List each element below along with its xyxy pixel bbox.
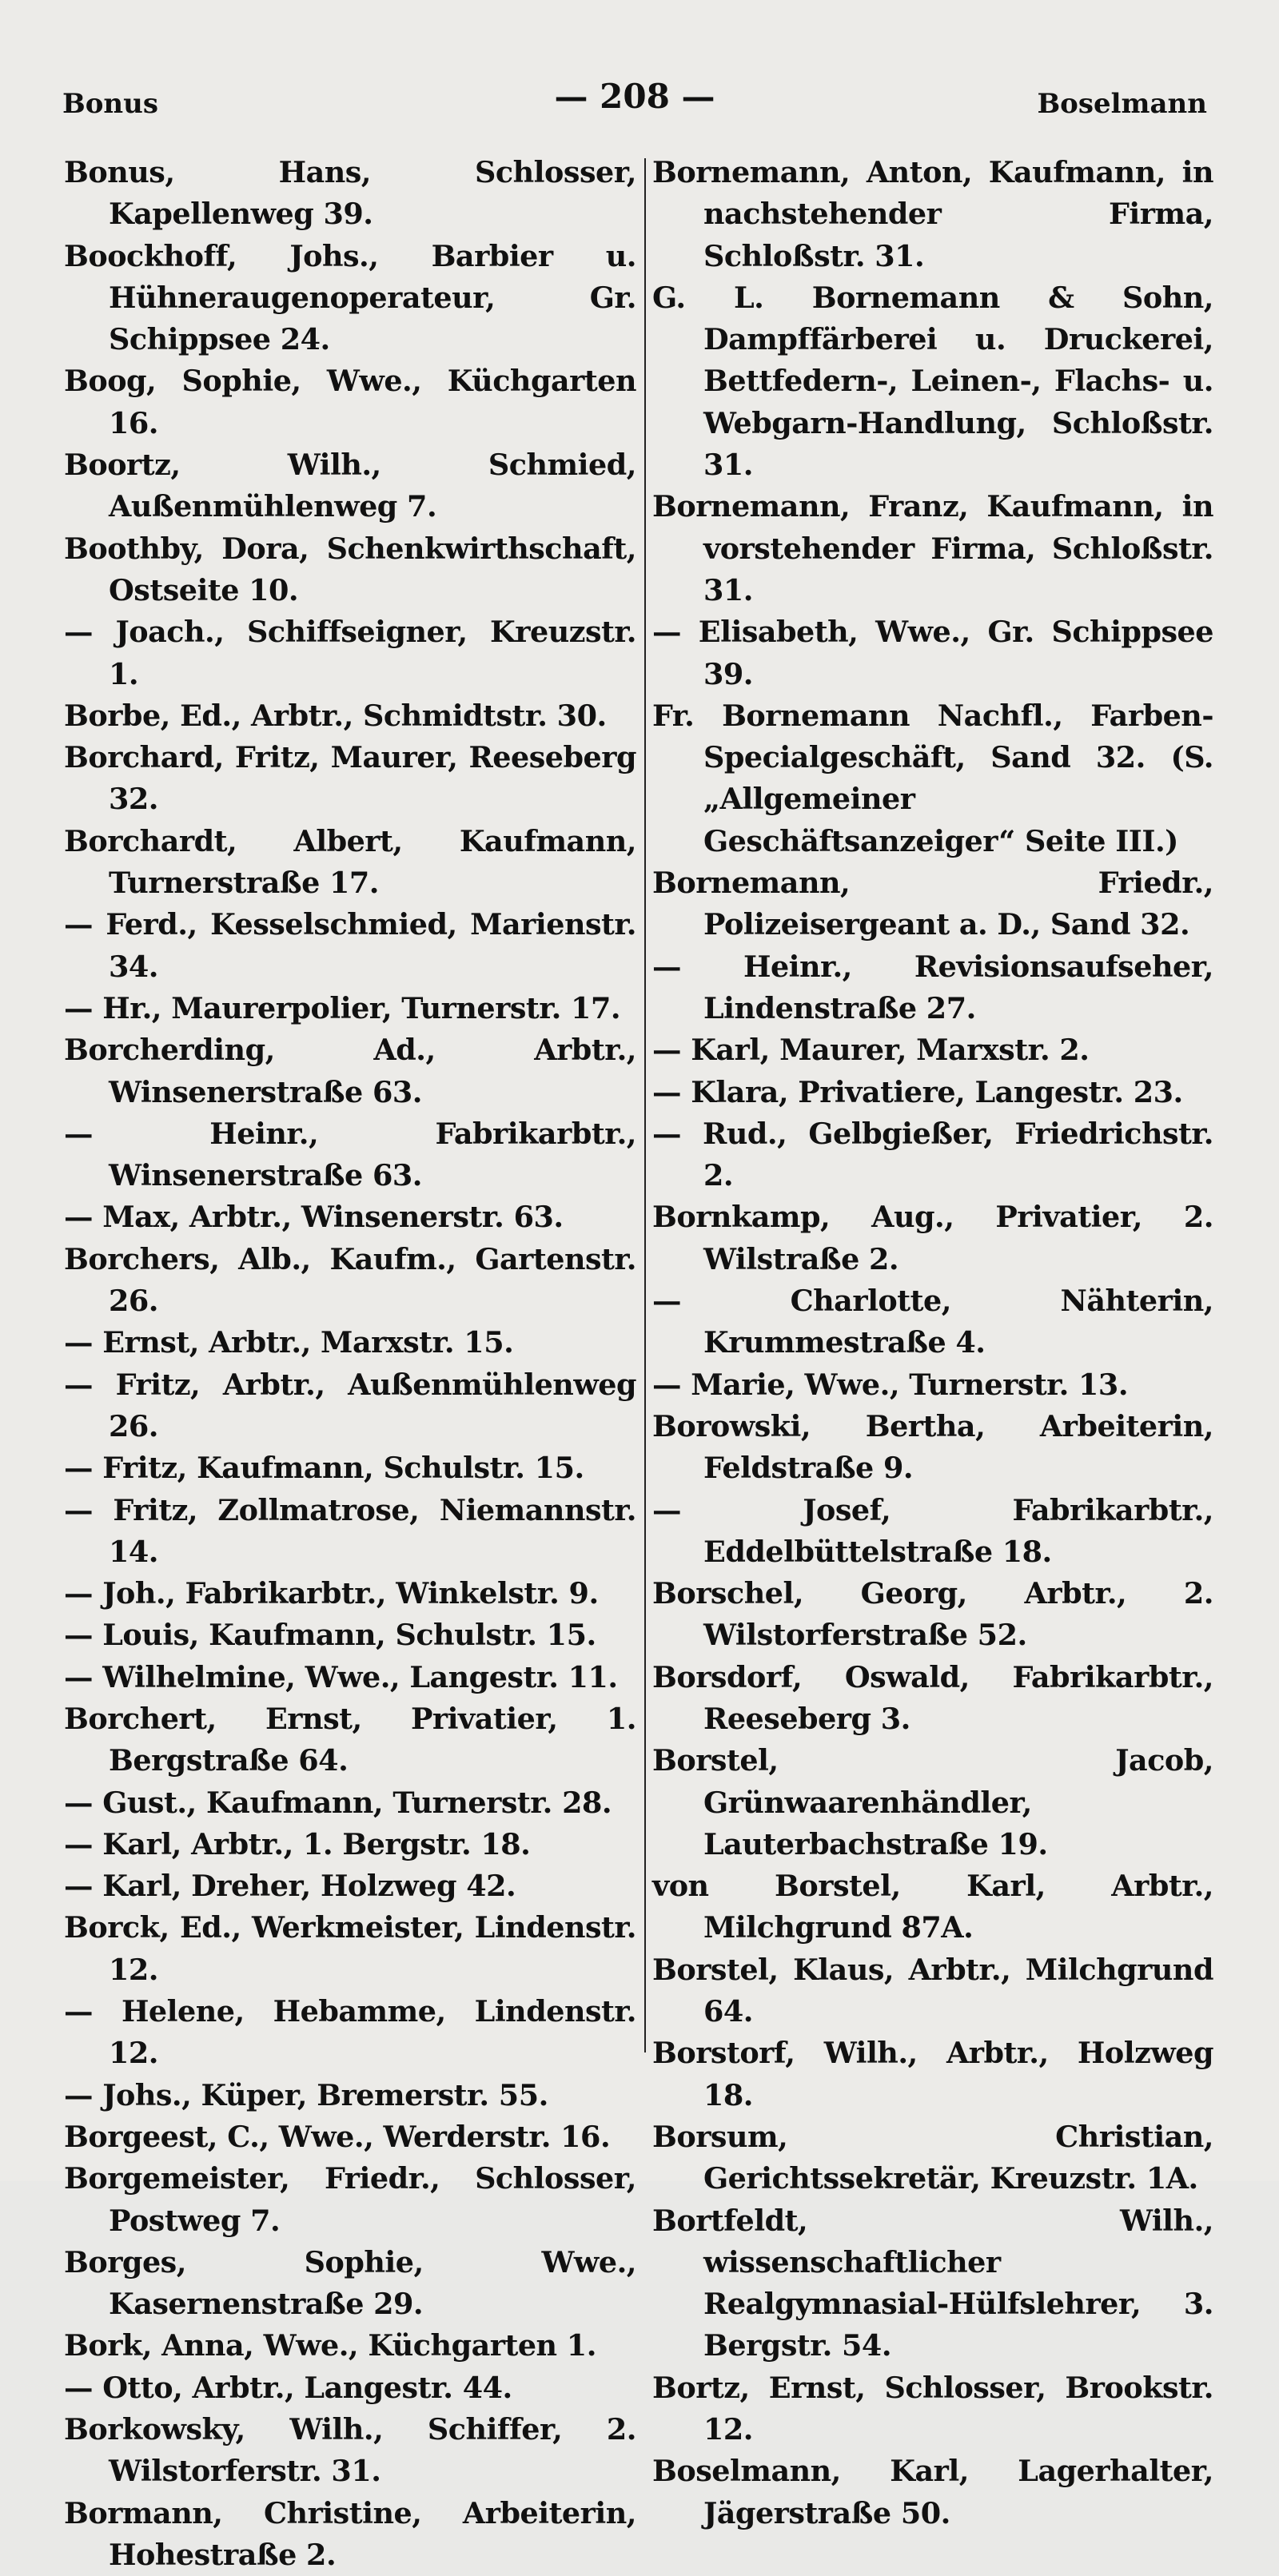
directory-entry: Borgemeister, Friedr., Schlosser, Postweg 7.: [64, 2161, 636, 2238]
directory-entry: — Heinr., Revisionsaufseher, Lindenstraße 27.: [652, 949, 1213, 1025]
directory-entry: — Karl, Dreher, Holzweg 42.: [64, 1869, 516, 1904]
directory-entry: — Fritz, Arbtr., Außenmühlenweg 26.: [64, 1367, 636, 1443]
directory-entry: G. L. Bornemann & Sohn, Dampffärberei u. Druckerei, Bettfedern-, Leinen-, Flachs- u. Webgarn-Handlung, Schloßstr. 31.: [652, 280, 1213, 483]
directory-entry: — Ernst, Arbtr., Marxstr. 15.: [64, 1325, 514, 1360]
header-last-entry: Boselmann: [1037, 88, 1207, 120]
directory-entry: Fr. Bornemann Nachfl., Farben-Specialgeschäft, Sand 32. (S. „Allgemeiner Geschäftsanzeiger“ Seite III.): [652, 698, 1213, 858]
directory-entry: Borcherding, Ad., Arbtr., Winsenerstraße 63.: [64, 1033, 636, 1109]
directory-entry: — Marie, Wwe., Turnerstr. 13.: [652, 1367, 1129, 1402]
right-column: [643, 152, 1213, 2534]
directory-entry: Borkowsky, Wilh., Schiffer, 2. Wilstorferstr. 31.: [64, 2412, 636, 2489]
directory-entry: Borowski, Bertha, Arbeiterin, Feldstraße 9.: [652, 1408, 1213, 1486]
page-number: — 208 —: [554, 77, 715, 116]
directory-entry: — Joh., Fabrikarbtr., Winkelstr. 9.: [64, 1576, 599, 1611]
directory-entry: Boortz, Wilh., Schmied, Außenmühlenweg 7.: [64, 448, 636, 524]
directory-entry: — Karl, Maurer, Marxstr. 2.: [652, 1033, 1090, 1068]
directory-entry: Borchardt, Albert, Kaufmann, Turnerstraße 17.: [64, 823, 636, 901]
directory-entry: Bornkamp, Aug., Privatier, 2. Wilstraße 2.: [652, 1200, 1213, 1276]
directory-entry: Bornemann, Anton, Kaufmann, in nachstehender Firma, Schloßstr. 31.: [652, 155, 1213, 273]
directory-entry: — Rud., Gelbgießer, Friedrichstr. 2.: [652, 1116, 1213, 1193]
directory-entry: Borgeest, C., Wwe., Werderstr. 16.: [64, 2119, 611, 2154]
directory-entry: — Josef, Fabrikarbtr., Eddelbüttelstraße 18.: [652, 1492, 1213, 1569]
directory-entry: Borsdorf, Oswald, Fabrikarbtr., Reeseberg 3.: [652, 1659, 1213, 1736]
directory-entry: — Johs., Küper, Bremerstr. 55.: [64, 2077, 548, 2112]
directory-entry: Boockhoff, Johs., Barbier u. Hühneraugenoperateur, Gr. Schippsee 24.: [64, 238, 636, 357]
directory-entry: Borstorf, Wilh., Arbtr., Holzweg 18.: [652, 2036, 1213, 2112]
directory-entry: Bornemann, Franz, Kaufmann, in vorstehender Firma, Schloßstr. 31.: [652, 489, 1213, 607]
directory-entry: — Hr., Maurerpolier, Turnerstr. 17.: [64, 990, 621, 1025]
directory-entry: Borchers, Alb., Kaufm., Gartenstr. 26.: [64, 1241, 636, 1319]
directory-entry: Bortfeldt, Wilh., wissenschaftlicher Realgymnasial-Hülfslehrer, 3. Bergstr. 54.: [652, 2203, 1213, 2363]
directory-entry: Boothby, Dora, Schenkwirthschaft, Ostseite 10.: [64, 531, 636, 607]
directory-entry: Borchard, Fritz, Maurer, Reeseberg 32.: [64, 740, 636, 817]
directory-entry: — Fritz, Kaufmann, Schulstr. 15.: [64, 1451, 584, 1486]
directory-entry: — Gust., Kaufmann, Turnerstr. 28.: [64, 1785, 612, 1820]
directory-entry: — Charlotte, Nähterin, Krummestraße 4.: [652, 1284, 1213, 1360]
directory-entry: — Wilhelmine, Wwe., Langestr. 11.: [64, 1659, 618, 1694]
directory-entry: Boog, Sophie, Wwe., Küchgarten 16.: [64, 364, 636, 440]
directory-entry: Bork, Anna, Wwe., Küchgarten 1.: [64, 2328, 596, 2363]
directory-entry: Bortz, Ernst, Schlosser, Brookstr. 12.: [652, 2370, 1213, 2447]
directory-entry: Borck, Ed., Werkmeister, Lindenstr. 12.: [64, 1910, 636, 1987]
directory-entry: — Ferd., Kesselschmied, Marienstr. 34.: [64, 907, 636, 984]
directory-entry: — Joach., Schiffseigner, Kreuzstr. 1.: [64, 615, 636, 691]
directory-entry: — Heinr., Fabrikarbtr., Winsenerstraße 63.: [64, 1116, 636, 1193]
directory-entry: Borstel, Klaus, Arbtr., Milchgrund 64.: [652, 1952, 1213, 2029]
directory-entry: Borbe, Ed., Arbtr., Schmidtstr. 30.: [64, 698, 607, 733]
directory-entry: Bormann, Christine, Arbeiterin, Hohestraße 2.: [64, 2495, 636, 2572]
left-column: [64, 152, 636, 2576]
directory-entry: — Klara, Privatiere, Langestr. 23.: [652, 1074, 1183, 1109]
directory-entry: — Max, Arbtr., Winsenerstr. 63.: [64, 1200, 564, 1235]
directory-entry: — Karl, Arbtr., 1. Bergstr. 18.: [64, 1826, 531, 1861]
directory-entry: von Borstel, Karl, Arbtr., Milchgrund 87A.: [652, 1869, 1213, 1945]
directory-entry: — Otto, Arbtr., Langestr. 44.: [64, 2370, 512, 2405]
directory-entry: Borstel, Jacob, Grünwaarenhändler, Lauterbachstraße 19.: [652, 1743, 1213, 1861]
page-header: [62, 77, 1207, 125]
directory-entry: Bonus, Hans, Schlosser, Kapellenweg 39.: [64, 155, 636, 232]
directory-entry: — Helene, Hebamme, Lindenstr. 12.: [64, 1994, 636, 2071]
directory-entry: — Louis, Kaufmann, Schulstr. 15.: [64, 1618, 596, 1653]
directory-entry: — Elisabeth, Wwe., Gr. Schippsee 39.: [652, 615, 1213, 691]
directory-entry: Bornemann, Friedr., Polizeisergeant a. D., Sand 32.: [652, 866, 1213, 942]
directory-entry: — Fritz, Zollmatrose, Niemannstr. 14.: [64, 1492, 636, 1569]
directory-entry: Borchert, Ernst, Privatier, 1. Bergstraße 64.: [64, 1701, 636, 1778]
directory-entry: Boselmann, Karl, Lagerhalter, Jägerstraße 50.: [652, 2454, 1213, 2530]
directory-entry: Borschel, Georg, Arbtr., 2. Wilstorferstraße 52.: [652, 1576, 1213, 1653]
directory-entry: Borges, Sophie, Wwe., Kasernenstraße 29.: [64, 2244, 636, 2322]
header-first-entry: Bonus: [62, 88, 158, 120]
directory-entry: Borsum, Christian, Gerichtssekretär, Kreuzstr. 1A.: [652, 2119, 1213, 2196]
